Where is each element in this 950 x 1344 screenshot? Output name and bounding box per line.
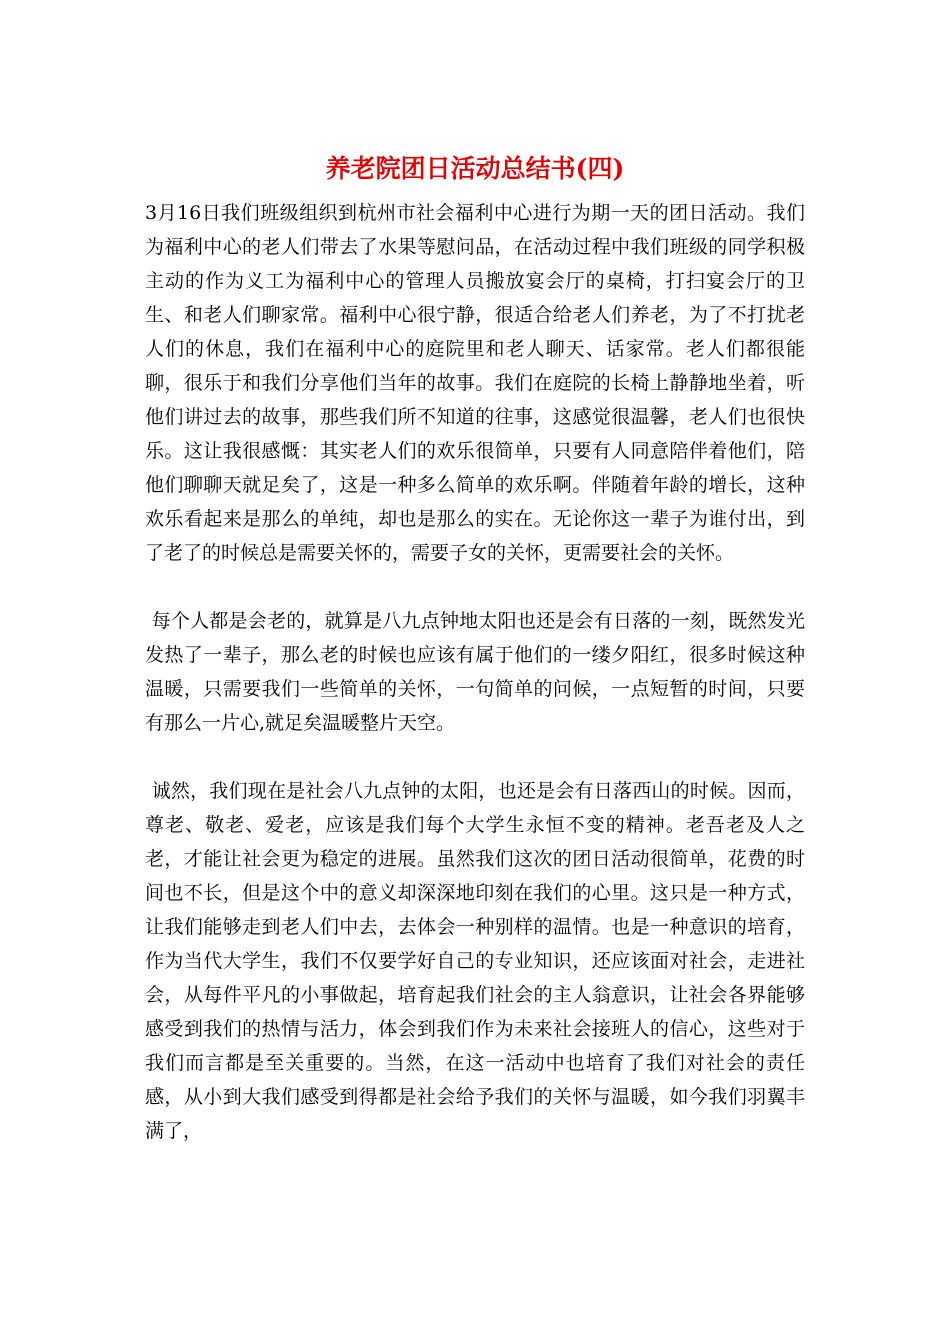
document-body <box>145 196 805 1148</box>
paragraph-spacer <box>145 740 805 774</box>
paragraph-3: 诚然，我们现在是社会八九点钟的太阳，也还是会有日落西山的时候。因而，尊老、敬老、爱老，应该是我们每个大学生永恒不变的精神。老吾老及人之老，才能让社会更为稳定的进展。虽然我们这次的团日活动很简单，花费的时间也不长，但是这个中的意义却深深地印刻在我们的心里。这只是一种方式，让我们能够走到老人们中去，去体会一种别样的温情。也是一种意识的培育，作为当代大学生，我们不仅要学好自己的专业知识，还应该面对社会，走进社会，从每件平凡的小事做起，培育起我们社会的主人翁意识，让社会各界能够感受到我们的热情与活力，体会到我们作为未来社会接班人的信心，这些对于我们而言都是至关重要的。当然，在这一活动中也培育了我们对社会的责任感，从小到大我们感受到得都是社会给予我们的关怀与温暖，如今我们羽翼丰满了， <box>145 780 805 1142</box>
paragraph-2: 每个人都是会老的，就算是八九点钟地太阳也还是会有日落的一刻，既然发光发热了一辈子，那么老的时候也应该有属于他们的一缕夕阳红，很多时候这种温暖，只需要我们一些简单的关怀，一句简单的问候，一点短暂的时间，只要有那么一片心,就足矣温暖整片天空。 <box>145 610 805 734</box>
paragraph-spacer <box>145 570 805 604</box>
paragraph-1: 3月16日我们班级组织到杭州市社会福利中心进行为期一天的团日活动。我们为福利中心的老人们带去了水果等慰问品，在活动过程中我们班级的同学积极主动的作为义工为福利中心的管理人员搬放宴会厅的桌椅，打扫宴会厅的卫生、和老人们聊家常。福利中心很宁静，很适合给老人们养老，为了不打扰老人们的休息，我们在福利中心的庭院里和老人聊天、话家常。老人们都很能聊，很乐于和我们分享他们当年的故事。我们在庭院的长椅上静静地坐着，听他们讲过去的故事，那些我们所不知道的往事，这感觉很温馨，老人们也很快乐。这让我很感慨：其实老人们的欢乐很简单，只要有人同意陪伴着他们，陪他们聊聊天就足矣了，这是一种多么简单的欢乐啊。伴随着年龄的增长，这种欢乐看起来是那么的单纯，却也是那么的实在。无论你这一辈子为谁付出，到了老了的时候总是需要关怀的，需要子女的关怀，更需要社会的关怀。 <box>145 202 805 564</box>
document-title: 养老院团日活动总结书(四) <box>325 154 625 183</box>
